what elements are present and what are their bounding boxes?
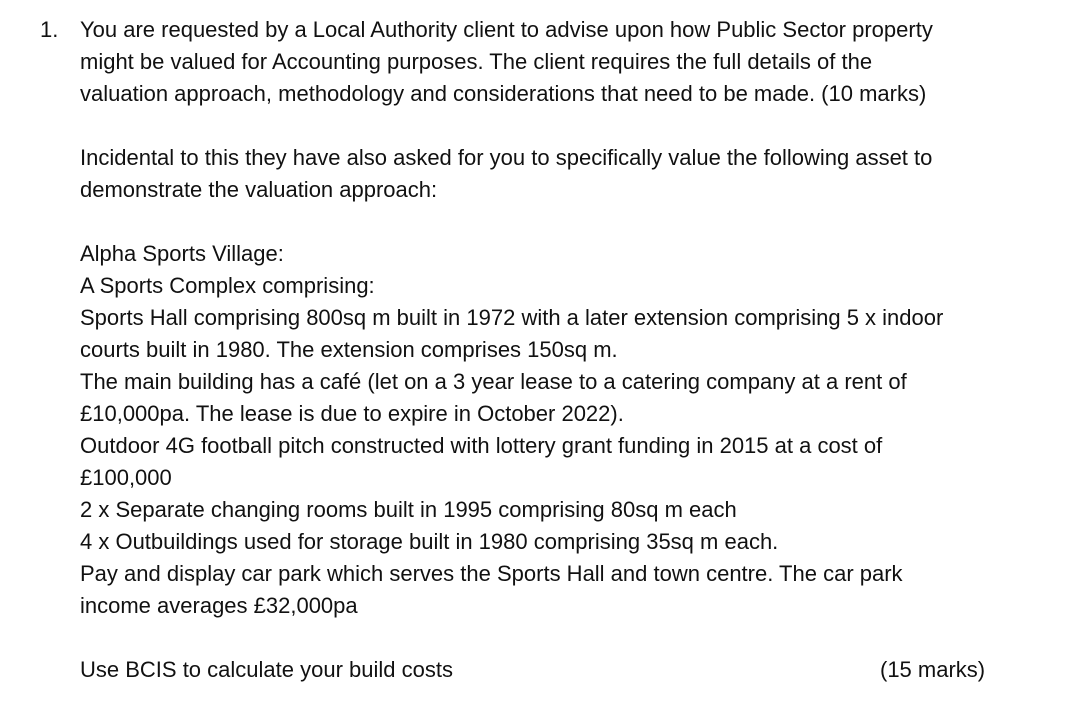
question-number: 1.: [40, 17, 59, 42]
asset-line: Pay and display car park which serves the Sports Hall and town centre. The car park: [80, 561, 903, 586]
asset-line: income averages £32,000pa: [80, 593, 358, 618]
incidental-line: Incidental to this they have also asked for you to specifically value the following asset to: [80, 145, 933, 170]
asset-line: The main building has a café (let on a 3 year lease to a catering company at a rent of: [80, 369, 907, 394]
asset-line: Outdoor 4G football pitch constructed with lottery grant funding in 2015 at a cost of: [80, 433, 883, 458]
paragraph-spacer: [80, 622, 1040, 654]
asset-line: 2 x Separate changing rooms built in 1995 comprising 80sq m each: [80, 497, 737, 522]
asset-line: £10,000pa. The lease is due to expire in October 2022).: [80, 401, 624, 426]
intro-line: You are requested by a Local Authority client to advise upon how Public Sector property: [80, 17, 933, 42]
incidental-line: demonstrate the valuation approach:: [80, 177, 438, 202]
incidental-paragraph: [80, 142, 1040, 206]
asset-description: [80, 238, 1040, 622]
asset-line: 4 x Outbuildings used for storage built in 1980 comprising 35sq m each.: [80, 529, 779, 554]
paragraph-spacer: [80, 206, 1040, 238]
intro-paragraph: [80, 14, 1040, 110]
final-instruction-row: [80, 654, 1040, 686]
final-marks: (15 marks): [880, 657, 986, 682]
asset-line: Alpha Sports Village:: [80, 241, 284, 266]
question-body: [80, 14, 1040, 686]
final-instruction: Use BCIS to calculate your build costs: [80, 657, 453, 682]
paragraph-spacer: [80, 110, 1040, 142]
asset-line: courts built in 1980. The extension comprises 150sq m.: [80, 337, 618, 362]
asset-line: Sports Hall comprising 800sq m built in 1972 with a later extension comprising 5 x indoor: [80, 305, 944, 330]
intro-line: might be valued for Accounting purposes. The client requires the full details of the: [80, 49, 873, 74]
intro-line: valuation approach, methodology and considerations that need to be made. (10 marks): [80, 81, 927, 106]
asset-line: A Sports Complex comprising:: [80, 273, 375, 298]
asset-line: £100,000: [80, 465, 172, 490]
